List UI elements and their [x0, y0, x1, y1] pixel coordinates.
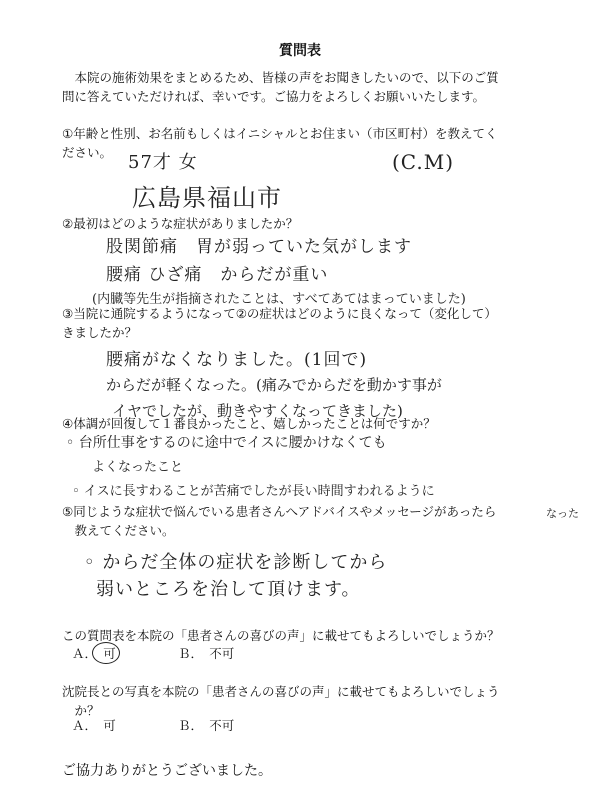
consent-2-option-b[interactable]: Ｂ． 不可 [178, 718, 235, 733]
consent-2-option-a[interactable]: Ａ． 可 [72, 718, 116, 733]
answer-5-line-1: ◦ からだ全体の症状を診断してから [84, 552, 388, 573]
answer-2-line-3: (内臓等先生が指摘されたことは、すべてあてはまっていました) [92, 292, 466, 307]
consent-2-question: 沈院長との写真を本院の「患者さんの喜びの声」に載せてもよろしいでしょう か？ [62, 684, 500, 718]
answer-3-line-3: イヤでしたが、動きやすくなってきました) [112, 402, 403, 420]
question-1: ①年齢と性別、お名前もしくはイニシャルとお住まい（市区町村）を教えてく ださい。 [62, 126, 498, 160]
question-2: ②最初はどのような症状がありましたか？ [62, 216, 299, 231]
answer-4-line-2: よくなったこと [92, 460, 184, 475]
answer-4-line-4: なった [546, 507, 579, 520]
consent-1-question: この質問表を本院の「患者さんの喜びの声」に載せてもよろしいでしょうか？ [62, 628, 500, 643]
answer-1-initials: (C.M) [392, 150, 455, 174]
intro-text: 本院の施術効果をまとめるため、皆様の声をお聞きしたいので、以下のご質 問に答えていただければ、幸いです。ご協力をよろしくお願いいたします。 [62, 70, 499, 104]
answer-1-residence: 広島県福山市 [132, 184, 282, 212]
answer-3-line-1: 腰痛がなくなりました。(1回で) [106, 350, 368, 370]
answer-1-age-gender: 57才 女 [128, 152, 198, 173]
answer-4-line-3: ◦ イスに長すわることが苦痛でしたが長い時間すわれるように [72, 484, 435, 499]
answer-5-line-2: 弱いところを治して頂けます。 [96, 579, 361, 600]
closing-message: ご協力ありがとうございました。 [62, 763, 272, 779]
question-3: ③当院に通院するようになって②の症状はどのように良くなって（変化して） きましたか？ [62, 306, 497, 340]
answer-4-line-1: ◦ 台所仕事をするのに途中でイスに腰かけなくても [66, 435, 387, 451]
consent-1-option-b[interactable]: Ｂ． 不可 [178, 646, 235, 661]
answer-2-line-2: 腰痛 ひざ痛 からだが重い [106, 265, 329, 285]
selection-circle-mark [92, 642, 120, 664]
answer-3-line-2: からだが軽くなった。(痛みでからだを動かす事が [106, 376, 442, 394]
page-title: 質問表 [279, 43, 321, 59]
answer-2-line-1: 股関節痛 胃が弱っていた気がします [106, 237, 412, 257]
question-5: ⑤同じような症状で悩んでいる患者さんへアドバイスやメッセージがあったら 教えてください。 [62, 504, 497, 538]
consent-1-option-a[interactable]: Ａ． 可 [72, 646, 116, 661]
question-4: ④体調が回復して１番良かったこと、嬉しかったことは何ですか？ [62, 416, 436, 431]
